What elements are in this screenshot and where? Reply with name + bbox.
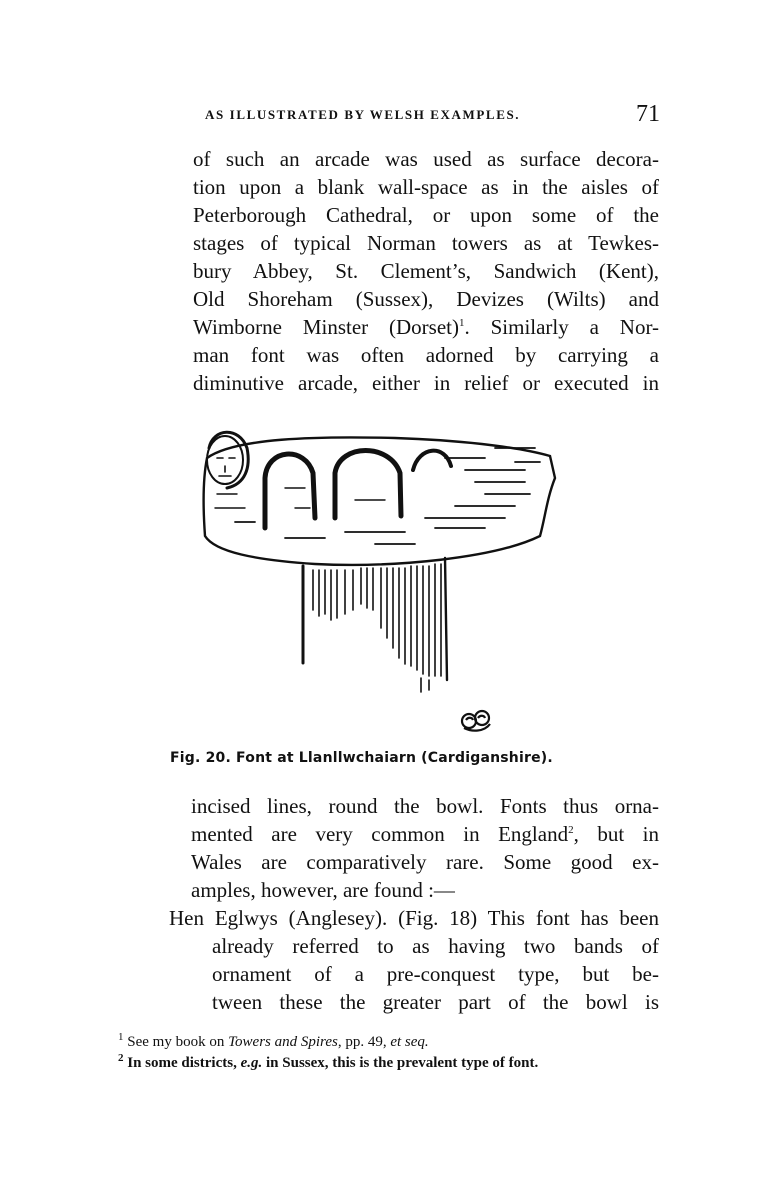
ornament-icon (458, 706, 494, 734)
arch (335, 451, 401, 519)
text-fragment: in Sussex, this is the prevalent type of font. (262, 1055, 539, 1071)
text-line: diminutive arcade, either in relief or executed in (193, 371, 659, 395)
text-line: stages of typical Norman towers as at Tewkes- (193, 231, 659, 255)
running-head: AS ILLUSTRATED BY WELSH EXAMPLES. (205, 107, 521, 122)
figure-caption: Fig. 20. Font at Llanllwchaiarn (Cardiganshire). (170, 750, 553, 766)
text-fragment: et seq. (390, 1034, 429, 1050)
text-fragment: See my book on (127, 1034, 229, 1050)
text-line: man font was often adorned by carrying a (193, 343, 659, 367)
arch (265, 454, 315, 528)
text-line: of such an arcade was used as surface decora- (193, 147, 659, 171)
text-fragment: , but in (573, 822, 659, 846)
footnote-number: 2 (118, 1052, 124, 1064)
text-fragment: , pp. 49, (337, 1034, 391, 1050)
font-illustration (195, 418, 565, 718)
text-line (193, 313, 659, 341)
text-line: ornament of a pre-conquest type, but be- (212, 962, 659, 986)
footnote-ref-1: 1 (458, 317, 465, 329)
text-line: incised lines, round the bowl. Fonts thus orna- (191, 794, 659, 818)
text-line: bury Abbey, St. Clement’s, Sandwich (Kent), (193, 259, 659, 283)
text-line (191, 820, 659, 848)
bowl-outline (204, 437, 555, 564)
page-header (205, 103, 660, 129)
text-line: Peterborough Cathedral, or upon some of the (193, 203, 659, 227)
paragraph-2 (191, 792, 659, 904)
stem-right (445, 558, 447, 680)
text-line: Hen Eglwys (Anglesey). (Fig. 18) This font has been (169, 906, 659, 930)
footnote-2 (104, 1053, 657, 1074)
page-number: 71 (636, 101, 660, 127)
text-fragment: e.g. (240, 1055, 263, 1071)
footnote-number: 1 (118, 1031, 124, 1043)
footnote-ref-2: 2 (568, 824, 574, 836)
text-fragment: In some districts, (127, 1055, 241, 1071)
text-line: already referred to as having two bands of (212, 934, 659, 958)
text-line: amples, however, are found :— (191, 878, 455, 902)
text-line: tween these the greater part of the bowl is (212, 990, 659, 1014)
footnotes (104, 1032, 657, 1074)
paragraph-1 (193, 145, 659, 397)
text-fragment: . (464, 315, 470, 339)
text-fragment: Wimborne Minster (Dorset) (193, 315, 459, 339)
arch (413, 451, 451, 470)
stem-shading (313, 564, 441, 692)
text-line: Old Shoreham (Sussex), Devizes (Wilts) and (193, 287, 659, 311)
text-fragment: Similarly a Nor- (490, 315, 660, 339)
entry-hen-eglwys (169, 904, 659, 1016)
footnote-1 (104, 1032, 657, 1053)
text-fragment: mented are very common in England (191, 822, 569, 846)
text-line: tion upon a blank wall-space as in the aisles of (193, 175, 659, 199)
text-fragment: Towers and Spires (228, 1034, 338, 1050)
text-line: Wales are comparatively rare. Some good ex- (191, 850, 659, 874)
